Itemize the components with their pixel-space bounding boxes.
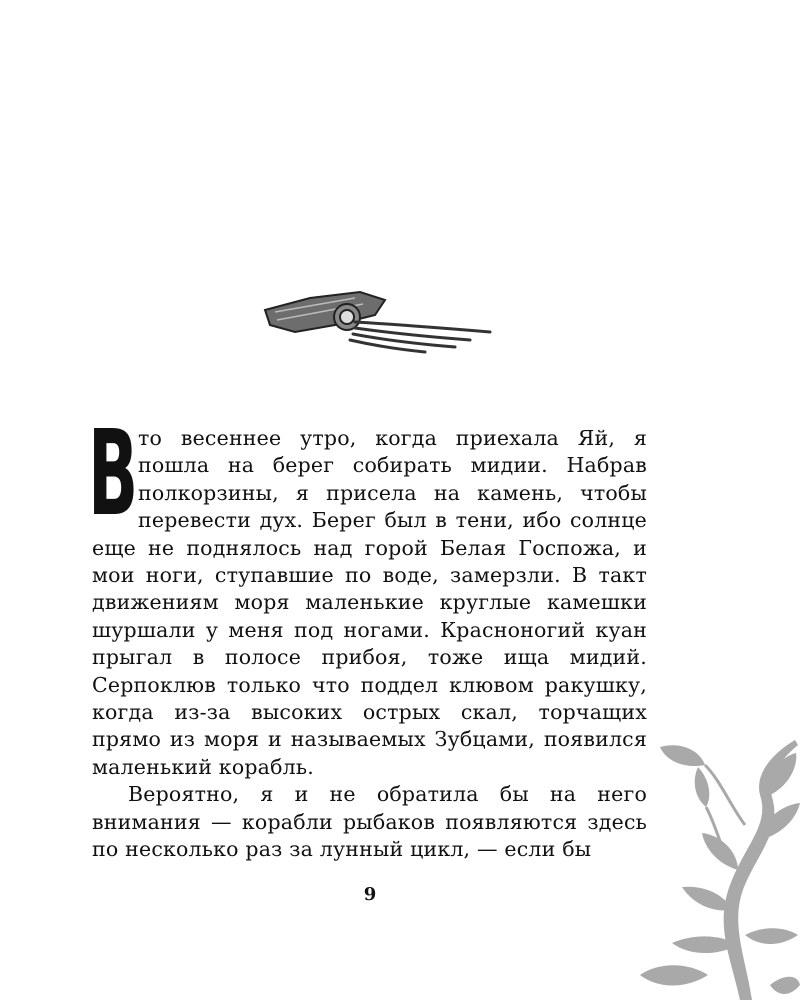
hair-comb-icon	[255, 280, 495, 365]
paragraph-1-text: то весеннее утро, когда приехала Яй, я пошла на берег собирать мидии. Набрав полкорзины, я присела на камень, чтобы перевести дух. Берег был в тени, ибо солнце еще не поднялось над горой Белая Госпожа, и мои ноги, ступавшие по воде, замерзли. В такт движениям моря маленькие круглые камешки шуршали у меня под ногами. Красноногий куан прыгал в полосе прибоя, тоже ища мидий. Серпоклюв только что поддел клювом ракушку, когда из-за высоких острых скал, торчащих прямо из моря и называемых Зубцами, появился маленький корабль.	[92, 426, 647, 779]
leafy-vine-icon	[620, 735, 800, 1000]
drop-cap: В	[88, 404, 139, 542]
paragraph-2: Вероятно, я и не обратила бы на него внимания — корабли рыбаков появляются здесь по несколько раз за лунный цикл, — если бы	[92, 782, 647, 862]
body-text	[88, 404, 647, 864]
paragraph-1	[88, 404, 647, 781]
page-number: 9	[363, 884, 377, 905]
